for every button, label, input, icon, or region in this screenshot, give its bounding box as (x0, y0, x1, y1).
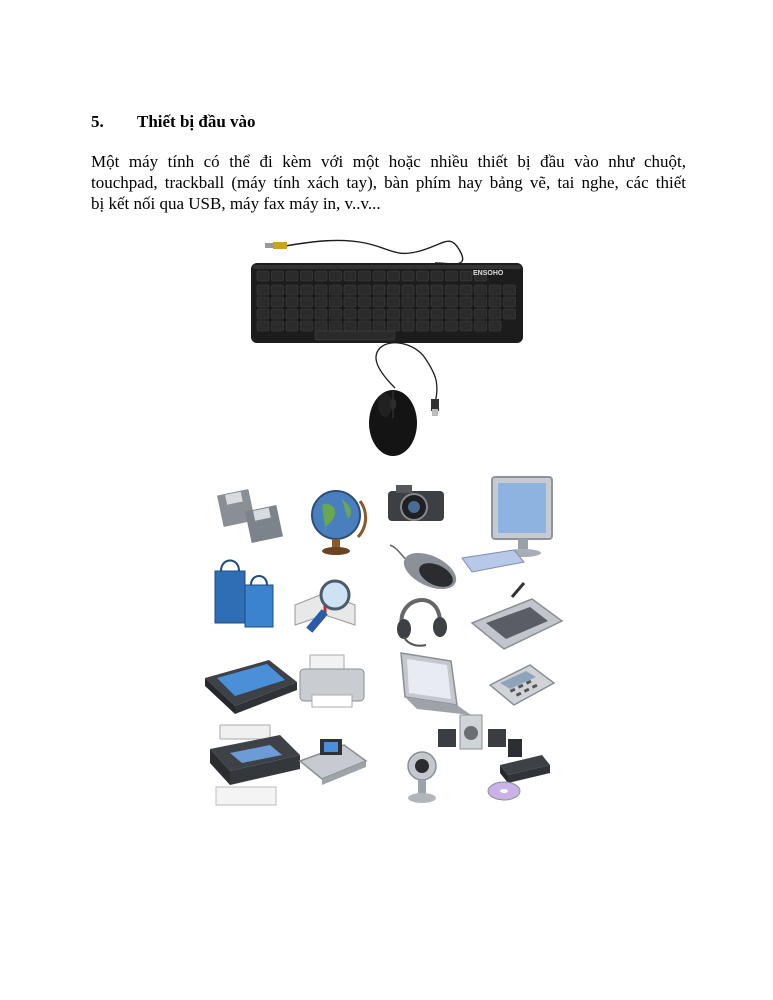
keyboard-key (446, 271, 458, 281)
keyboard-key (417, 297, 429, 307)
keyboard-key (344, 297, 356, 307)
keyboard-key (402, 271, 414, 281)
keyboard-key (272, 271, 284, 281)
phone-icon (300, 739, 366, 785)
keyboard-key (272, 285, 284, 295)
keyboard-brand: ENSOHO (473, 270, 504, 277)
keyboard-key (373, 271, 385, 281)
keyboard-key (402, 297, 414, 307)
keyboard-key (373, 309, 385, 319)
keyboard-key (315, 309, 327, 319)
keyboard-key (388, 271, 400, 281)
keyboard-key (446, 321, 458, 331)
keyboard-key (373, 321, 385, 331)
keyboard-key (388, 309, 400, 319)
keyboard-key (330, 271, 342, 281)
keyboard-key (431, 285, 443, 295)
usb-plug-icon (265, 242, 287, 249)
headset-icon (397, 600, 447, 646)
keyboard-key (460, 309, 472, 319)
keyboard-key (344, 309, 356, 319)
fax-machine-icon (210, 725, 300, 805)
keyboard-key (272, 309, 284, 319)
keyboard-key (301, 285, 313, 295)
laptop-icon (401, 653, 471, 715)
keyboard-icon (251, 263, 523, 343)
calculator-icon (490, 665, 554, 705)
keyboard-spacebar (315, 331, 395, 340)
paragraph-line-2: touchpad, trackball (máy tính xách tay), bàn phím hay bảng vẽ, tai nghe, các thiết (91, 173, 686, 192)
keyboard-key (402, 309, 414, 319)
keyboard-key (330, 297, 342, 307)
section-number: 5. (91, 112, 104, 131)
keyboard-key (330, 321, 342, 331)
computer-mouse-icon (390, 545, 462, 596)
keyboard-key (446, 297, 458, 307)
keyboard-key (489, 285, 501, 295)
keyboard-key (446, 309, 458, 319)
keyboard-key (344, 271, 356, 281)
keyboard-key (489, 309, 501, 319)
mouse-icon (369, 390, 417, 456)
keyboard-key (504, 285, 516, 295)
keyboard-key (475, 309, 487, 319)
keyboard-key (359, 297, 371, 307)
keyboard-key (359, 271, 371, 281)
keyboard-key (286, 309, 298, 319)
magnifier-book-icon (295, 581, 355, 633)
shopping-bags-icon (215, 561, 273, 628)
keyboard-key (475, 297, 487, 307)
keyboard-key (359, 321, 371, 331)
webcam-icon (408, 752, 436, 803)
keyboard-key (257, 321, 269, 331)
keyboard-key (301, 271, 313, 281)
keyboard-key (359, 285, 371, 295)
keyboard-key (301, 321, 313, 331)
keyboard-key (330, 309, 342, 319)
keyboard-key (344, 321, 356, 331)
keyboard-key (388, 297, 400, 307)
scanner-icon (205, 660, 297, 714)
devices-collage-image (200, 475, 580, 820)
keyboard-key (402, 321, 414, 331)
paragraph-line-1: Một máy tính có thể đi kèm với một hoặc nhiều thiết bị đầu vào như chuột, (91, 152, 686, 171)
keyboard-key (417, 285, 429, 295)
keyboard-key (460, 297, 472, 307)
keyboard-key (315, 271, 327, 281)
keyboard-key (286, 321, 298, 331)
keyboard-key (417, 321, 429, 331)
keyboard-key (286, 271, 298, 281)
keyboard-key (431, 271, 443, 281)
keyboard-key (373, 285, 385, 295)
keyboard-key (286, 285, 298, 295)
keyboard-mouse-image (245, 233, 535, 465)
printer-icon (300, 655, 364, 707)
keyboard-key (489, 321, 501, 331)
paragraph-line-3: bị kết nối qua USB, máy fax máy in, v..v... (91, 194, 381, 213)
keyboard-key (417, 271, 429, 281)
keyboard-key (330, 285, 342, 295)
keyboard-key (388, 321, 400, 331)
keyboard-key (315, 285, 327, 295)
keyboard-key (460, 271, 472, 281)
keyboard-key (286, 297, 298, 307)
keyboard-key (402, 285, 414, 295)
keyboard-key (272, 297, 284, 307)
keyboard-small-icon (462, 550, 524, 572)
keyboard-key (257, 271, 269, 281)
monitor-icon (492, 477, 552, 557)
keyboard-key (315, 321, 327, 331)
keyboard-key (301, 309, 313, 319)
keyboard-key (475, 285, 487, 295)
keyboard-key (475, 321, 487, 331)
speakers-icon (438, 715, 522, 757)
keyboard-key (489, 297, 501, 307)
keyboard-key (272, 321, 284, 331)
body-paragraph (91, 151, 686, 214)
section-title: Thiết bị đầu vào (137, 112, 256, 131)
keyboard-key (388, 285, 400, 295)
keyboard-key (359, 309, 371, 319)
keyboard-key (504, 297, 516, 307)
globe-icon (312, 491, 366, 555)
keyboard-key (257, 285, 269, 295)
floppy-disk-icon (217, 489, 283, 543)
keyboard-key (257, 309, 269, 319)
keyboard-key (315, 297, 327, 307)
camera-icon (388, 485, 444, 521)
keyboard-key (460, 321, 472, 331)
mouse-usb-plug-icon (431, 399, 439, 416)
keyboard-key (417, 309, 429, 319)
keyboard-key (344, 285, 356, 295)
keyboard-key (460, 285, 472, 295)
keyboard-key (257, 297, 269, 307)
keyboard-key (301, 297, 313, 307)
keyboard-key (373, 297, 385, 307)
keyboard-key (431, 309, 443, 319)
section-heading (91, 112, 256, 132)
keyboard-key (504, 309, 516, 319)
keyboard-key (431, 297, 443, 307)
keyboard-cable-icon (285, 240, 463, 264)
drawing-tablet-icon (472, 583, 562, 649)
keyboard-key (431, 321, 443, 331)
cd-drive-icon (488, 755, 550, 800)
keyboard-key (446, 285, 458, 295)
